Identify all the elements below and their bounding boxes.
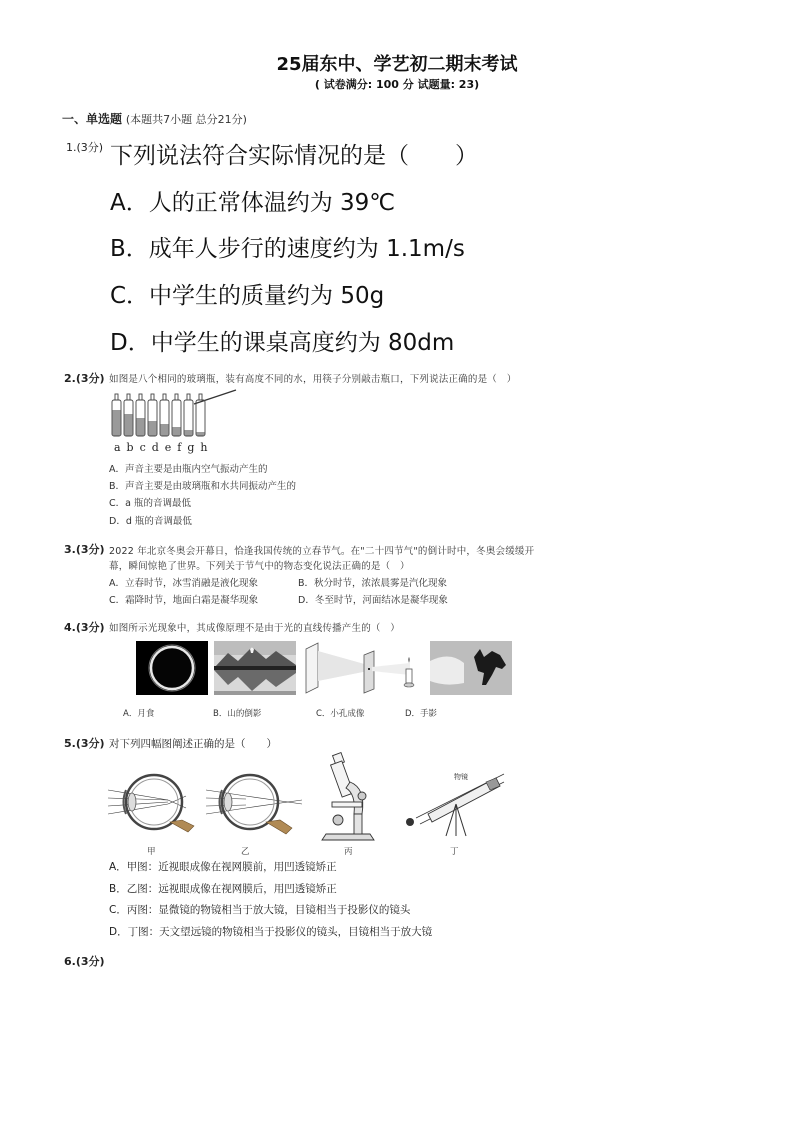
q4-stem: 如图所示光现象中，其成像原理不是由于光的直线传播产生的（ ）: [109, 623, 401, 634]
q3-option-c[interactable]: C．霜降时节，地面白霜是凝华现象: [109, 595, 259, 606]
q1-option-c[interactable]: C．中学生的质量约为 50g: [110, 283, 385, 309]
q2-number: 2.(3分): [64, 372, 105, 385]
q5-option-d[interactable]: D．丁图：天文望远镜的物镜相当于投影仪的镜头，目镜相当于放大镜: [109, 926, 433, 938]
q1-option-d[interactable]: D．中学生的课桌高度约为 80dm: [110, 330, 455, 356]
q4-number: 4.(3分): [64, 621, 105, 634]
q6-number: 6.(3分): [64, 955, 105, 968]
fig-label-ding: 丁: [450, 847, 459, 857]
mountain-reflection-image: [214, 641, 296, 695]
q5-option-a[interactable]: A．甲图：近视眼成像在视网膜前，用凹透镜矫正: [109, 861, 337, 873]
q1-option-a[interactable]: A．人的正常体温约为 39℃: [110, 190, 396, 216]
q4-caption-a: A．月食: [123, 709, 155, 719]
q2-option-b[interactable]: B．声音主要是由玻璃瓶和水共同振动产生的: [109, 481, 297, 492]
q3-option-a[interactable]: A．立春时节，冰雪消融是液化现象: [109, 578, 258, 589]
q5-option-c[interactable]: C．丙图：显微镜的物镜相当于放大镜，目镜相当于投影仪的镜头: [109, 904, 411, 916]
telescope-label: 物镜: [454, 773, 468, 781]
q4-caption-c: C．小孔成像: [316, 709, 365, 719]
q2-option-d[interactable]: D．d 瓶的音调最低: [109, 516, 192, 527]
q2-option-a[interactable]: A．声音主要是由瓶内空气振动产生的: [109, 464, 268, 475]
microscope-diagram: [318, 752, 382, 844]
q4-caption-d: D．手影: [405, 709, 438, 719]
q3-stem-line2: 幕，瞬间惊艳了世界。下列关于节气中的物态变化说法正确的是（ ）: [109, 561, 410, 572]
section-heading: [62, 110, 247, 127]
section-info: (本题共7小题 总分21分): [125, 113, 247, 126]
q5-option-b[interactable]: B．乙图：远视眼成像在视网膜后，用凹透镜矫正: [109, 883, 337, 895]
q2-option-c[interactable]: C．a 瓶的音调最低: [109, 498, 191, 509]
lunar-eclipse-image: [136, 641, 208, 695]
bottles-figure: [108, 386, 243, 442]
bottle-labels: abcdefgh: [114, 441, 214, 454]
q3-number: 3.(3分): [64, 543, 105, 556]
eye-diagram-yi: [206, 768, 306, 842]
page-subtitle: ( 试卷满分: 100 分 试题量: 23): [314, 78, 480, 91]
pinhole-camera-image: [302, 641, 424, 695]
page-title: 25届东中、学艺初二期末考试: [276, 54, 518, 75]
q1-option-b[interactable]: B．成年人步行的速度约为 1.1m/s: [110, 236, 465, 262]
fig-label-bing: 丙: [344, 847, 353, 857]
q5-number: 5.(3分): [64, 737, 105, 750]
q4-caption-b: B．山的倒影: [213, 709, 262, 719]
q3-option-b[interactable]: B．秋分时节，浓浓晨雾是汽化现象: [298, 578, 448, 589]
q2-stem: 如图是八个相同的玻璃瓶，装有高度不同的水，用筷子分别敲击瓶口，下列说法正确的是（ ）: [109, 374, 517, 385]
fig-label-jia: 甲: [147, 847, 156, 857]
q3-stem-line1: 2022 年北京冬奥会开幕日，恰逢我国传统的立春节气。在"二十四节气"的倒计时中，冬奥会缓缓开: [109, 546, 535, 557]
q3-option-d[interactable]: D．冬至时节，河面结冰是凝华现象: [298, 595, 448, 606]
q1-number: 1.(3分): [66, 141, 104, 154]
eye-diagram-jia: [108, 768, 200, 842]
section-label: 一、单选题: [62, 112, 123, 126]
q5-stem: 对下列四幅图阐述正确的是（ ）: [109, 738, 277, 750]
hand-shadow-image: [430, 641, 512, 695]
fig-label-yi: 乙: [241, 847, 250, 857]
q1-stem: 下列说法符合实际情况的是（ ）: [110, 143, 478, 169]
